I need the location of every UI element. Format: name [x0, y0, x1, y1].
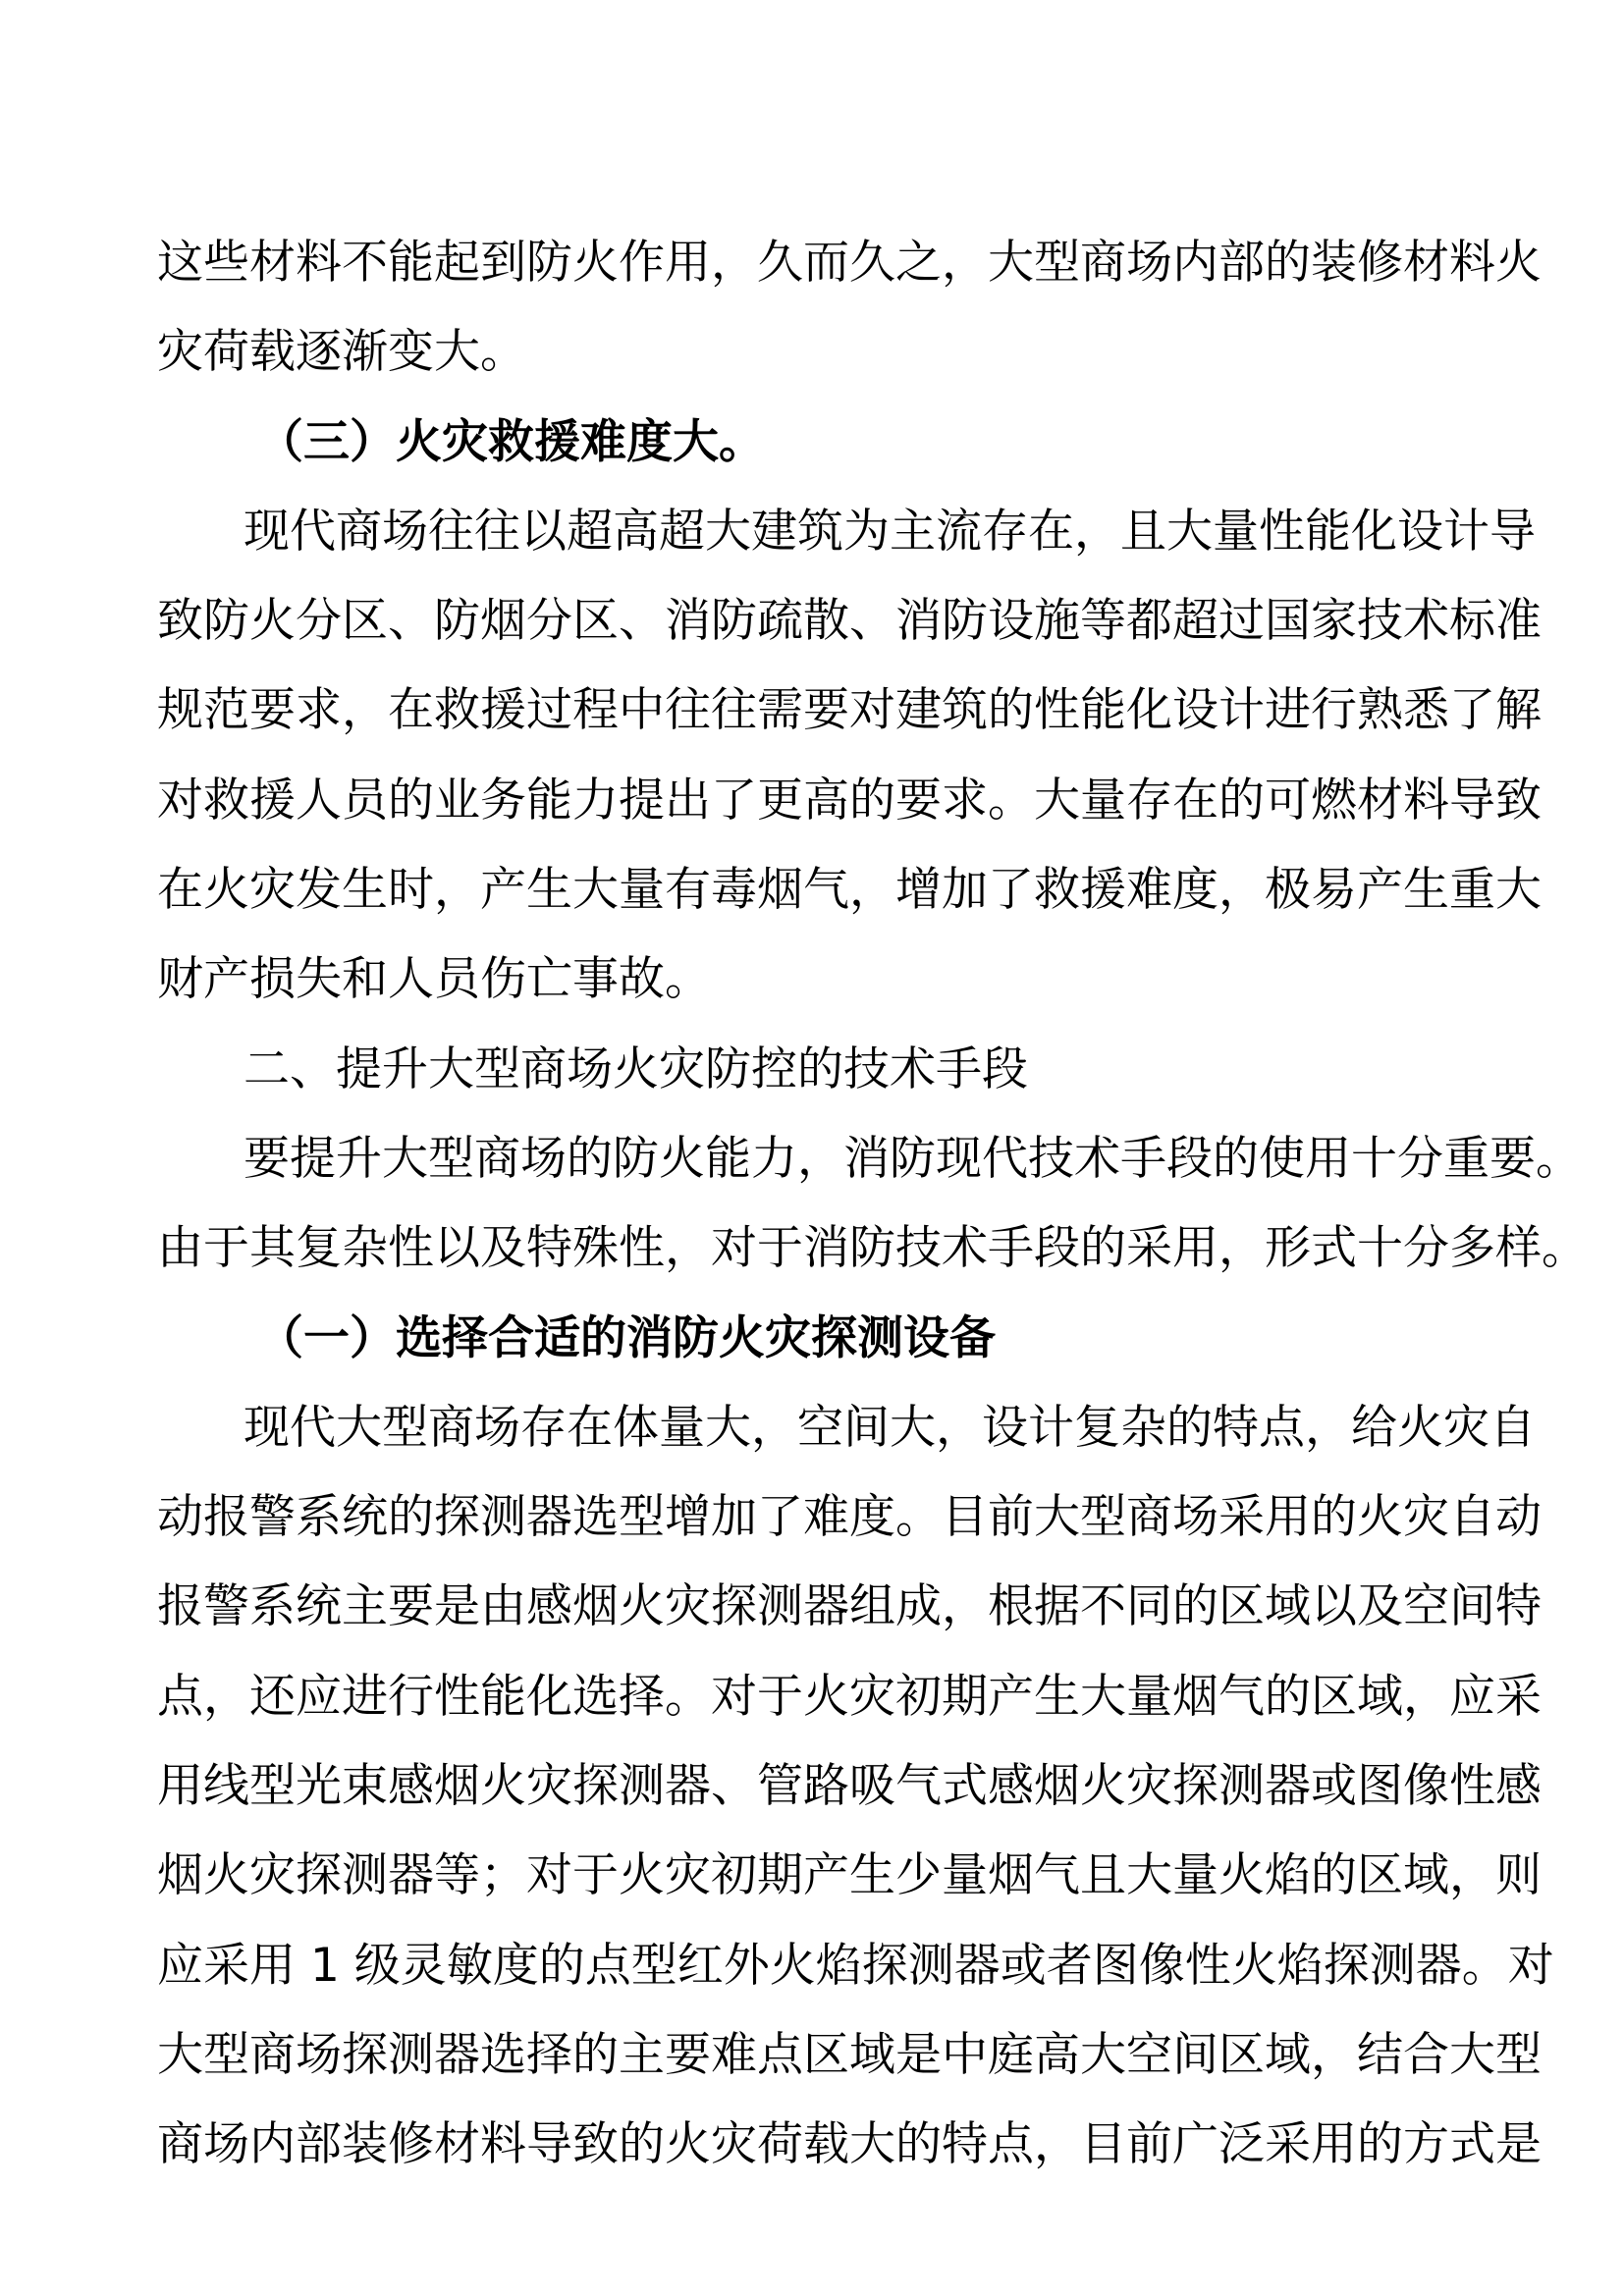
paragraph-line: 要提升大型商场的防火能力，消防现代技术手段的使用十分重要。: [244, 1131, 1582, 1186]
paragraph-line: 在火灾发生时，产生大量有毒烟气，增加了救援难度，极易产生重大: [157, 863, 1542, 918]
paragraph-line: 由于其复杂性以及特殊性，对于消防技术手段的采用，形式十分多样。: [157, 1221, 1588, 1276]
paragraph-line: 动报警系统的探测器选型增加了难度。目前大型商场采用的火灾自动: [157, 1490, 1542, 1545]
paragraph-line: 现代商场往往以超高超大建筑为主流存在，且大量性能化设计导: [244, 504, 1536, 559]
paragraph-line: 现代大型商场存在体量大，空间大，设计复杂的特点，给火灾自: [244, 1400, 1536, 1455]
paragraph-line: 大型商场探测器选择的主要难点区域是中庭高大空间区域，结合大型: [157, 2027, 1542, 2082]
paragraph-line: 点，还应进行性能化选择。对于火灾初期产生大量烟气的区域，应采: [157, 1669, 1542, 1724]
section-heading: （一）选择合适的消防火灾探测设备: [257, 1310, 996, 1365]
paragraph-line: 财产损失和人员伤亡事故。: [157, 952, 711, 1007]
paragraph-line: 这些材料不能起到防火作用，久而久之，大型商场内部的装修材料火: [157, 236, 1542, 290]
paragraph-line: 致防火分区、防烟分区、消防疏散、消防设施等都超过国家技术标准: [157, 594, 1542, 649]
paragraph-line: 规范要求，在救援过程中往往需要对建筑的性能化设计进行熟悉了解: [157, 683, 1542, 738]
paragraph-line: 应采用 1 级灵敏度的点型红外火焰探测器或者图像性火焰探测器。对: [157, 1938, 1554, 1993]
section-heading: （三）火灾救援难度大。: [257, 414, 765, 469]
paragraph-line: 商场内部装修材料导致的火灾荷载大的特点，目前广泛采用的方式是: [157, 2117, 1542, 2172]
paragraph-line: 报警系统主要是由感烟火灾探测器组成，根据不同的区域以及空间特: [157, 1579, 1542, 1634]
document-body: [157, 218, 1588, 2190]
paragraph-line: 对救援人员的业务能力提出了更高的要求。大量存在的可燃材料导致: [157, 773, 1542, 828]
chapter-heading: 二、提升大型商场火灾防控的技术手段: [244, 1041, 1028, 1096]
paragraph-line: 灾荷载逐渐变大。: [157, 325, 526, 380]
paragraph-line: 用线型光束感烟火灾探测器、管路吸气式感烟火灾探测器或图像性感: [157, 1759, 1542, 1814]
paragraph-line: 烟火灾探测器等；对于火灾初期产生少量烟气且大量火焰的区域，则: [157, 1848, 1542, 1903]
